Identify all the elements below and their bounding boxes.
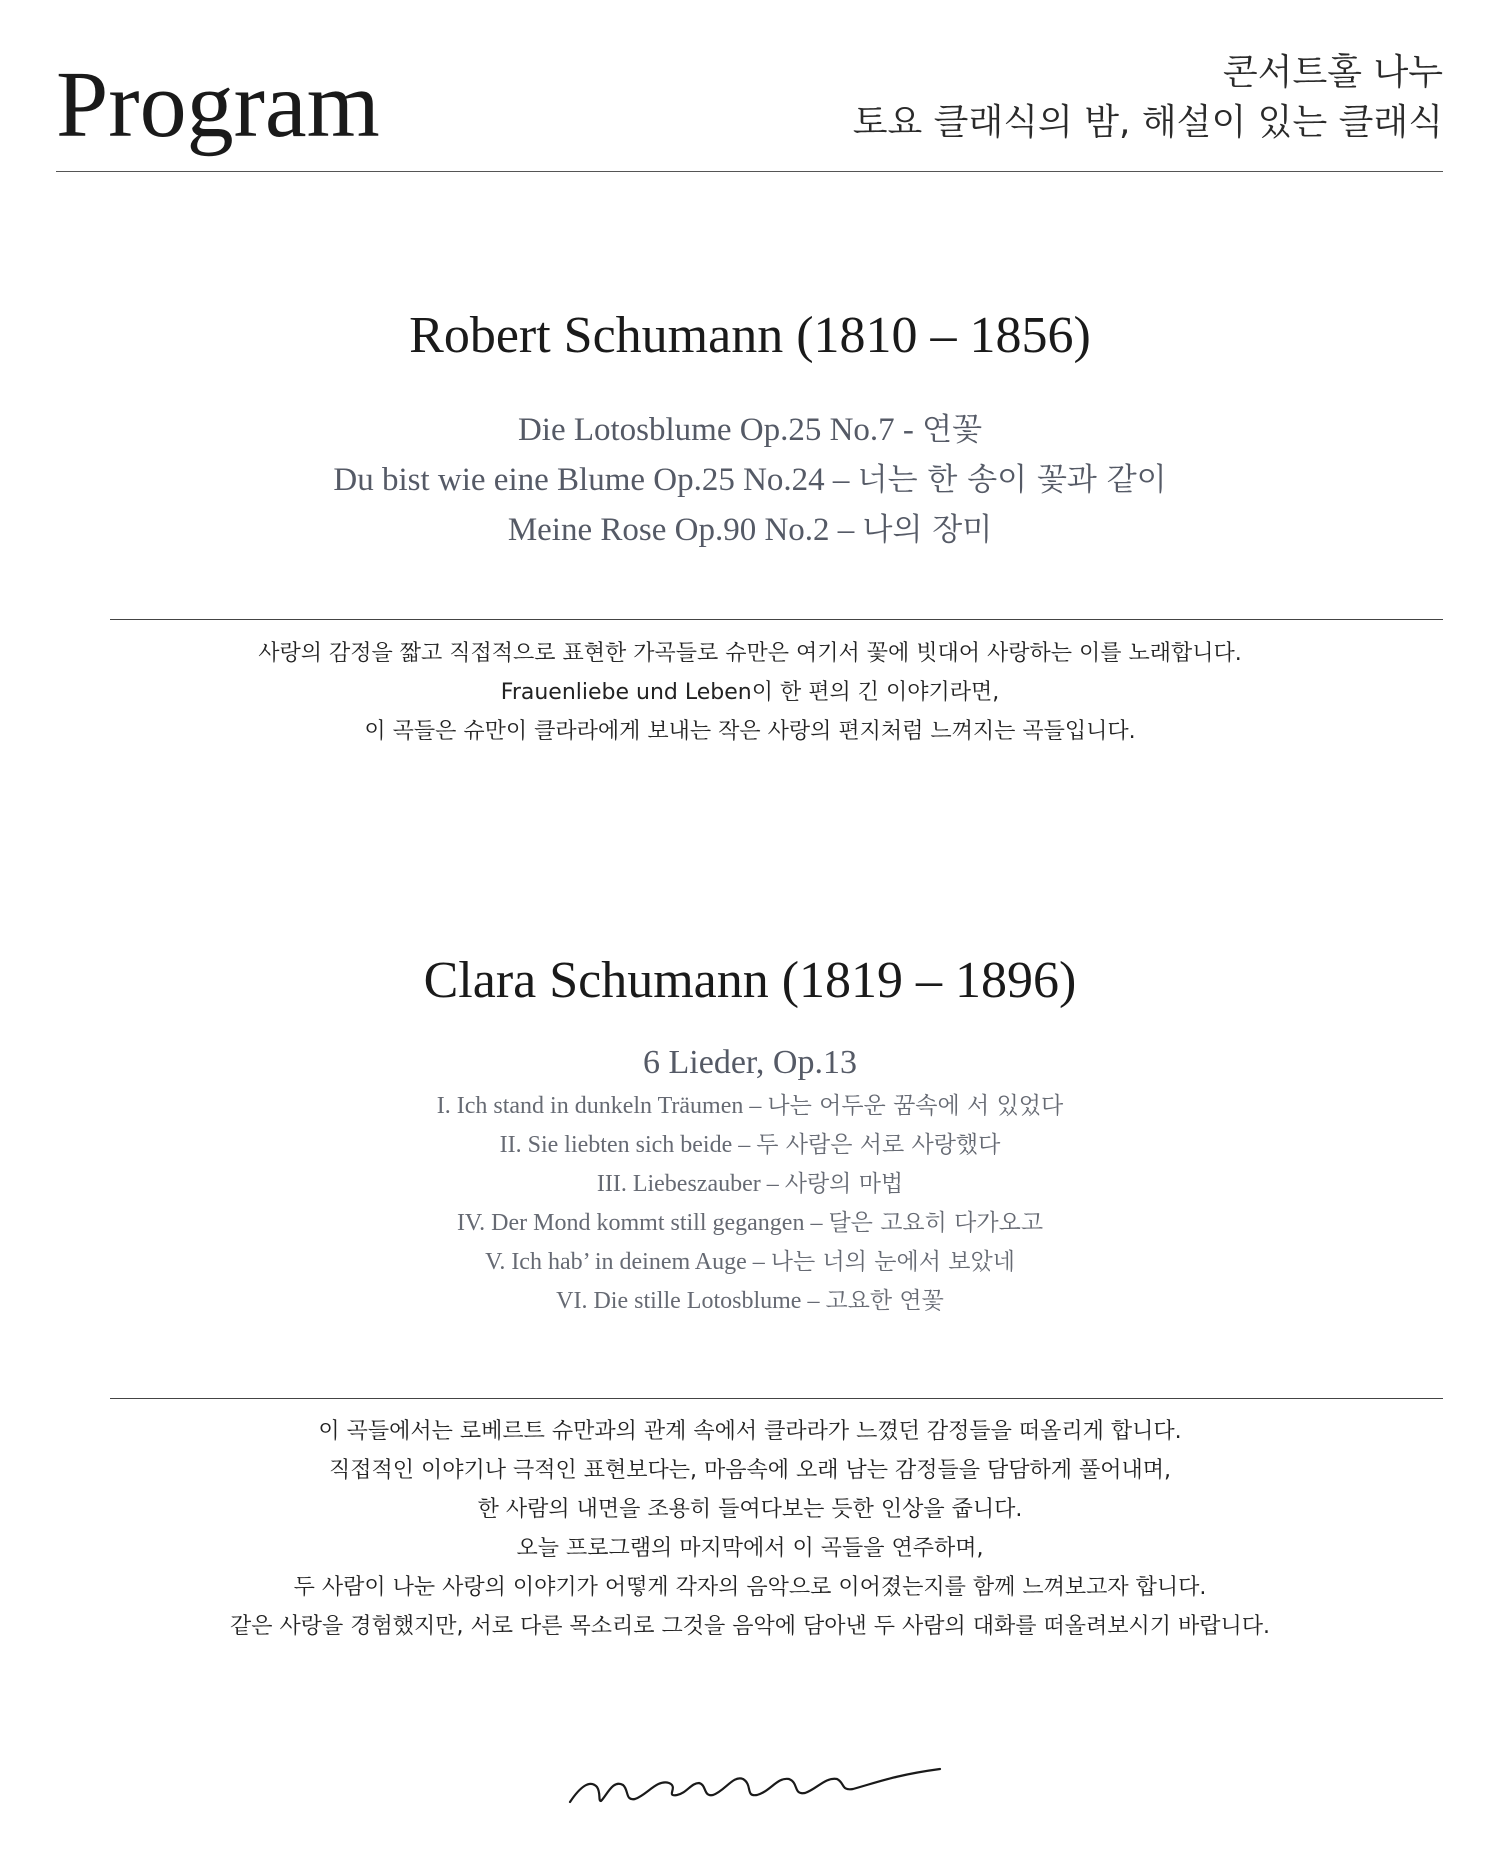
work-separator: – (829, 512, 863, 548)
work-korean-title: 연꽃 (922, 412, 983, 448)
song-title: IV. Der Mond kommt still gegangen (456, 1210, 805, 1236)
song-title: II. Sie liebten sich beide (499, 1132, 733, 1158)
work-title: Die Lotosblume Op.25 No.7 (517, 412, 895, 448)
work-item (0, 455, 1500, 505)
work-korean-title: 너는 한 송이 꽃과 같이 (857, 462, 1167, 498)
song-separator: – (743, 1093, 768, 1119)
note-line: 한 사람의 내면을 조용히 들여다보는 듯한 인상을 줍니다. (477, 1497, 1023, 1522)
note-line: 사랑의 감정을 짧고 직접적으로 표현한 가곡들로 슈만은 여기서 꽃에 빗대어 사랑하는 이를 노래합니다. (258, 641, 1242, 666)
work-korean-title: 나의 장미 (862, 512, 993, 548)
composer-robert: Robert Schumann (1810 – 1856) (409, 307, 1091, 364)
song-korean-title: 나는 어두운 꿈속에 서 있었다 (767, 1093, 1064, 1119)
song-item (0, 1204, 1500, 1243)
note-line: 이 곡들은 슈만이 클라라에게 보내는 작은 사랑의 편지처럼 느껴지는 곡들입니다. (364, 719, 1136, 744)
note-line: 두 사람이 나눈 사랑의 이야기가 어떻게 각자의 음악으로 이어졌는지를 함께 느껴보고자 합니다. (293, 1575, 1207, 1600)
work-item (0, 405, 1500, 455)
song-cycle-title: 6 Lieder, Op.13 (643, 1044, 857, 1081)
section-divider (110, 619, 1443, 620)
song-korean-title: 사랑의 마법 (784, 1171, 904, 1197)
work-separator: – (824, 462, 858, 498)
section-divider (110, 1398, 1443, 1399)
clara-works-list (0, 1039, 1500, 1321)
header-divider (56, 171, 1443, 172)
song-title: III. Liebeszauber (596, 1171, 761, 1197)
concert-series: 토요 클래식의 밤, 해설이 있는 클래식 (852, 102, 1443, 143)
song-korean-title: 달은 고요히 다가오고 (828, 1210, 1044, 1236)
page-title: Program (56, 53, 380, 157)
note-line: 오늘 프로그램의 마지막에서 이 곡들을 연주하며, (516, 1536, 984, 1561)
song-separator: – (804, 1210, 829, 1236)
song-title: I. Ich stand in dunkeln Träumen (436, 1093, 744, 1119)
note-line: 직접적인 이야기나 극적인 표현보다는, 마음속에 오래 남는 감정들을 담담하게 풀어내며, (329, 1458, 1171, 1483)
song-korean-title: 나는 너의 눈에서 보았네 (770, 1249, 1015, 1275)
song-item (0, 1165, 1500, 1204)
note-line: Frauenliebe und Leben이 한 편의 긴 이야기라면, (500, 680, 1000, 705)
work-separator: - (894, 412, 923, 448)
song-item (0, 1087, 1500, 1126)
composer-clara: Clara Schumann (1819 – 1896) (423, 952, 1077, 1009)
song-item (0, 1243, 1500, 1282)
work-title: Du bist wie eine Blume Op.25 No.24 (333, 462, 825, 498)
song-separator: – (801, 1288, 826, 1314)
clara-program-note (0, 1412, 1500, 1646)
venue-name: 콘서트홀 나누 (1222, 52, 1443, 93)
signature-logo-icon (565, 1757, 945, 1817)
work-item (0, 505, 1500, 555)
song-korean-title: 두 사람은 서로 사랑했다 (756, 1132, 1001, 1158)
song-separator: – (732, 1132, 757, 1158)
song-title: VI. Die stille Lotosblume (556, 1288, 802, 1314)
robert-works-list (0, 405, 1500, 555)
song-item (0, 1282, 1500, 1321)
song-separator: – (760, 1171, 785, 1197)
note-line: 같은 사랑을 경험했지만, 서로 다른 목소리로 그것을 음악에 담아낸 두 사람의 대화를 떠올려보시기 바랍니다. (230, 1614, 1270, 1639)
note-line: 이 곡들에서는 로베르트 슈만과의 관계 속에서 클라라가 느꼈던 감정들을 떠올리게 합니다. (318, 1419, 1182, 1444)
work-title: Meine Rose Op.90 No.2 (507, 512, 830, 548)
header-info (853, 50, 1443, 150)
song-separator: – (746, 1249, 771, 1275)
robert-program-note (0, 634, 1500, 751)
song-item (0, 1126, 1500, 1165)
song-korean-title: 고요한 연꽃 (825, 1288, 944, 1314)
song-title: V. Ich hab’ in deinem Auge (485, 1249, 747, 1275)
